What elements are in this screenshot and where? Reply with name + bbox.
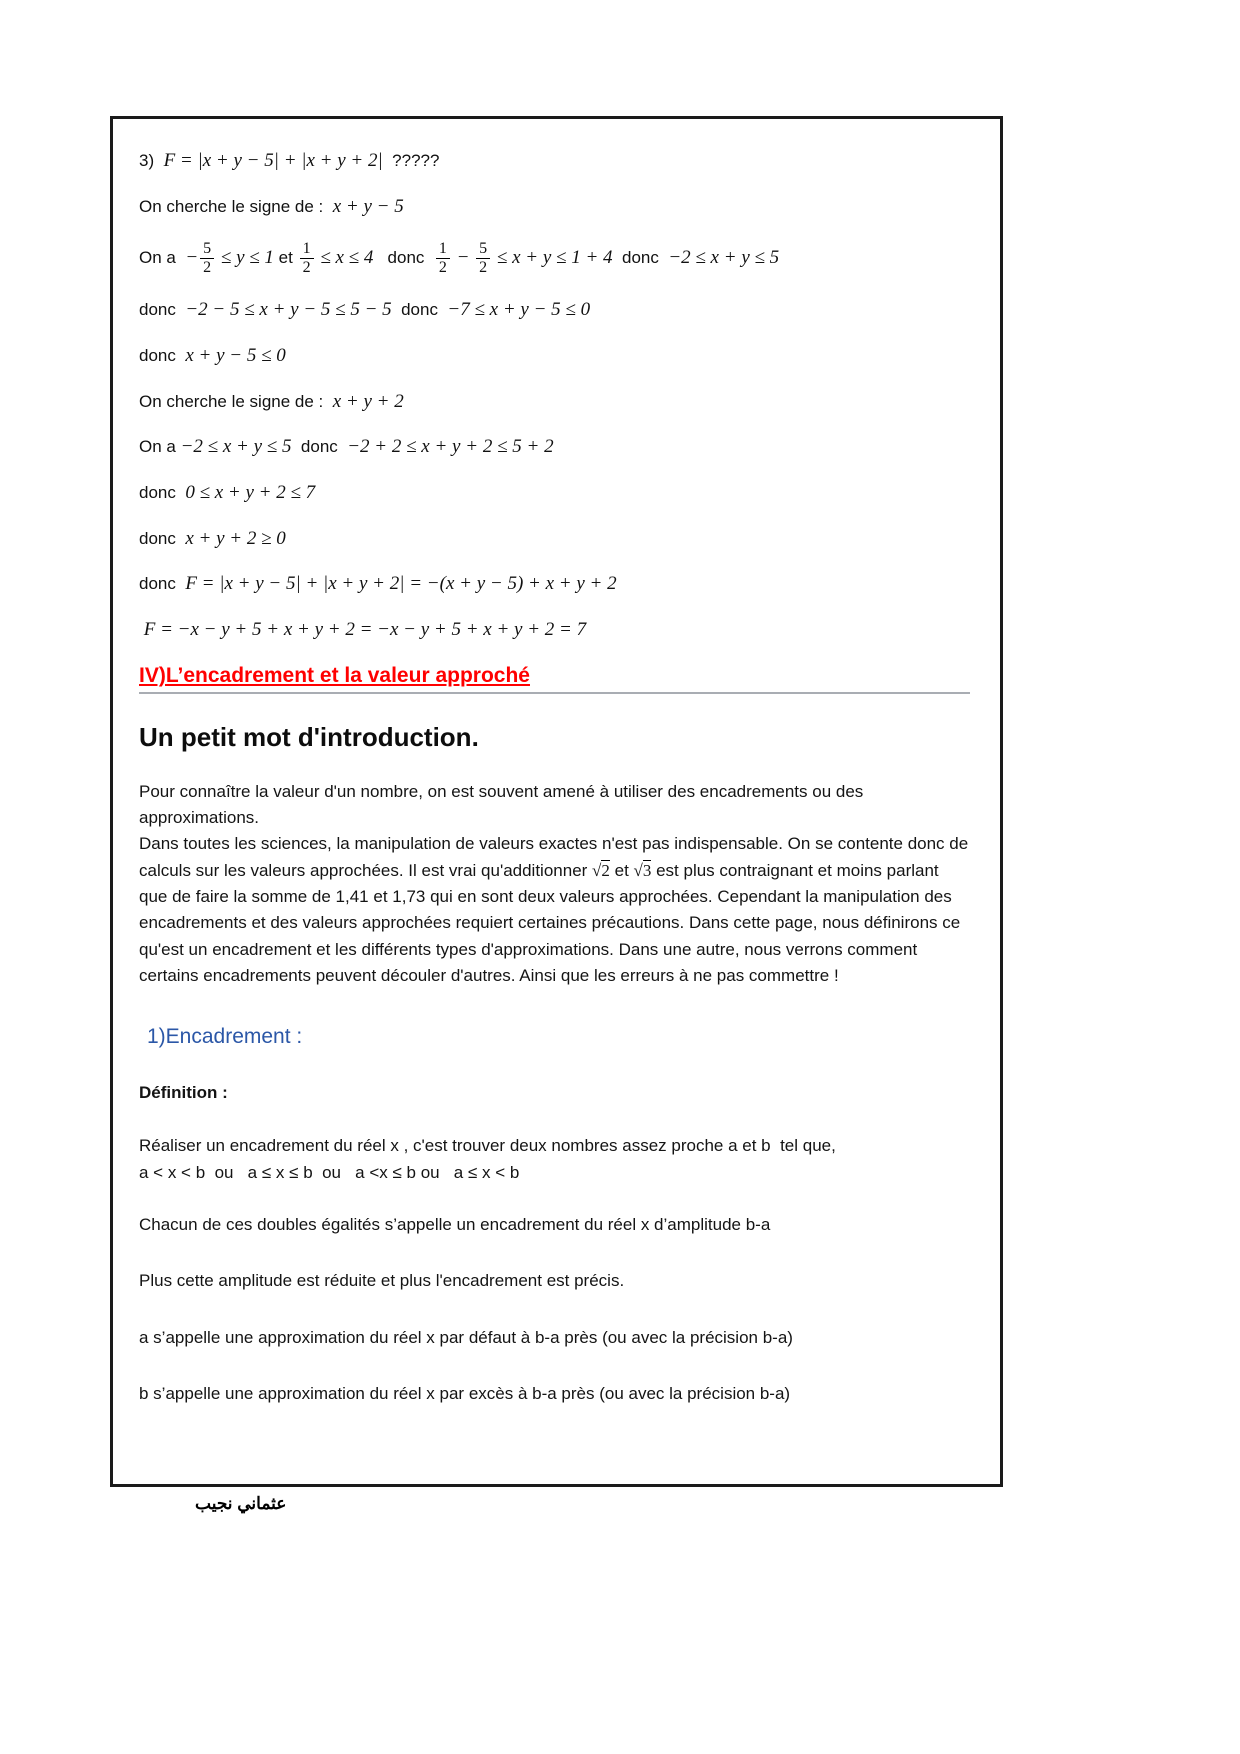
- fraction: [476, 240, 490, 277]
- text-fragment: Pour connaître la valeur d'un nombre, on est souvent amené à utiliser des encadrements ou des approximations.: [139, 781, 869, 828]
- fraction: [300, 240, 314, 277]
- definition-paragraph: [139, 1133, 970, 1186]
- fraction-denominator: 2: [438, 259, 447, 277]
- math-fragment: −7 ≤ x + y − 5 ≤ 0: [447, 299, 591, 321]
- text-fragment: ?????: [382, 151, 440, 170]
- math-fragment: x + y − 5: [332, 195, 404, 217]
- math-line: [139, 390, 970, 415]
- text-fragment: On cherche le signe de :: [139, 196, 333, 216]
- text-fragment: et: [273, 248, 298, 268]
- text-fragment: Dans toutes les sciences, la manipulation de valeurs exactes n'est pas indispensable. On se contente donc de calculs sur les valeurs approchées. Il est vrai qu'additionner: [139, 834, 973, 880]
- sqrt-symbol: [592, 860, 610, 880]
- math-fragment: −2 + 2 ≤ x + y + 2 ≤ 5 + 2: [347, 436, 554, 458]
- math-fragment: −: [451, 247, 475, 269]
- math-fragment: −2 ≤ x + y ≤ 5: [668, 247, 780, 269]
- math-line: [139, 344, 970, 369]
- math-fragment: F = |x + y − 5| + |x + y + 2|: [163, 150, 383, 171]
- text-fragment: donc: [139, 345, 186, 365]
- math-work: [139, 149, 970, 643]
- fraction-denominator: 2: [203, 259, 212, 277]
- math-fragment: F = |x + y − 5| + |x + y + 2| = −(x + y − 5) + x + y + 2: [185, 573, 617, 595]
- sqrt-symbol: [634, 860, 652, 880]
- fraction-numerator: 5: [476, 240, 490, 259]
- fraction-numerator: 1: [300, 240, 314, 259]
- text-fragment: donc: [373, 248, 434, 268]
- text-fragment: donc: [139, 574, 186, 594]
- fraction: [436, 240, 450, 277]
- text-fragment: donc: [139, 482, 186, 502]
- fraction: [200, 240, 214, 277]
- math-line: [139, 298, 970, 323]
- radicand: 3: [642, 860, 652, 880]
- radical-sign: √: [592, 860, 602, 880]
- text-fragment: 3): [139, 151, 164, 170]
- text-fragment: Réaliser un encadrement du réel x , c'est trouver deux nombres assez proche a et b tel que,: [139, 1136, 836, 1156]
- fraction-numerator: 1: [436, 240, 450, 259]
- subsection-heading-encadrement: 1)Encadrement :: [147, 1025, 303, 1049]
- footer-signature: عثماني نجيب: [195, 1494, 287, 1513]
- math-line: [139, 527, 970, 552]
- math-line: [139, 572, 970, 597]
- math-line: [139, 149, 970, 174]
- math-fragment: x + y + 2: [332, 390, 404, 412]
- math-line: [139, 195, 970, 220]
- math-fragment: −2 − 5 ≤ x + y − 5 ≤ 5 − 5: [185, 299, 392, 321]
- math-line: [139, 240, 970, 277]
- text-fragment: est plus contraignant et moins parlant que de faire la somme de 1,41 et 1,73 qui en sont deux valeurs approchées. Cependant la manipulation des encadrements et des valeurs approchées requiert certaines précautions. Dans cette page, nous définirons ce qu'est un encadrement et les différents types d'approximations. Dans une autre, nous verrons comment certains encadrements peuvent découler d'autres. Ainsi que les erreurs à ne pas commettre !: [139, 860, 965, 986]
- content-frame: [110, 116, 1003, 1487]
- text-fragment: a < x < b ou a ≤ x ≤ b ou a <x ≤ b ou a ≤ x < b: [139, 1162, 520, 1182]
- text-fragment: donc: [139, 528, 186, 548]
- math-fragment: ≤ y ≤ 1: [216, 247, 274, 269]
- approx-default-paragraph: a s’appelle une approximation du réel x par défaut à b-a près (ou avec la précision b-a): [139, 1327, 793, 1347]
- approx-excess-paragraph: b s’appelle une approximation du réel x par excès à b-a près (ou avec la précision b-a): [139, 1384, 791, 1404]
- text-fragment: On a: [139, 248, 186, 268]
- math-fragment: ≤ x ≤ 4: [315, 247, 374, 269]
- text-fragment: donc: [291, 437, 348, 457]
- amplitude-paragraph: Chacun de ces doubles égalités s’appelle un encadrement du réel x d’amplitude b-a: [139, 1215, 771, 1235]
- fraction-denominator: 2: [302, 259, 311, 277]
- radical-sign: √: [633, 860, 643, 880]
- intro-heading: Un petit mot d'introduction.: [139, 721, 479, 752]
- math-fragment: F = −x − y + 5 + x + y + 2 = −x − y + 5 + x + y + 2 = 7: [143, 619, 587, 640]
- text-fragment: On a: [139, 437, 181, 457]
- math-fragment: ≤ x + y ≤ 1 + 4: [492, 247, 613, 269]
- fraction-numerator: 5: [200, 240, 214, 259]
- section-heading-encadrement: IV)L’encadrement et la valeur approché: [139, 663, 530, 687]
- radicand: 2: [601, 860, 610, 880]
- section-rule: [139, 664, 970, 694]
- text-fragment: On cherche le signe de :: [139, 391, 333, 411]
- text-fragment: donc: [612, 248, 669, 268]
- math-fragment: 0 ≤ x + y + 2 ≤ 7: [185, 481, 316, 503]
- precision-paragraph: Plus cette amplitude est réduite et plus l'encadrement est précis.: [139, 1271, 625, 1291]
- text-fragment: donc: [139, 300, 186, 320]
- math-fragment: −2 ≤ x + y ≤ 5: [180, 436, 292, 458]
- definition-label: Définition :: [139, 1083, 228, 1103]
- math-line: [139, 618, 970, 643]
- math-fragment: x + y + 2 ≥ 0: [185, 527, 286, 549]
- math-line: [139, 481, 970, 506]
- math-fragment: −: [185, 247, 199, 269]
- fraction-denominator: 2: [479, 259, 488, 277]
- text-fragment: et: [609, 860, 634, 880]
- intro-paragraph: [139, 779, 973, 990]
- text-fragment: donc: [391, 300, 448, 320]
- math-fragment: x + y − 5 ≤ 0: [185, 344, 286, 366]
- math-line: [139, 435, 970, 460]
